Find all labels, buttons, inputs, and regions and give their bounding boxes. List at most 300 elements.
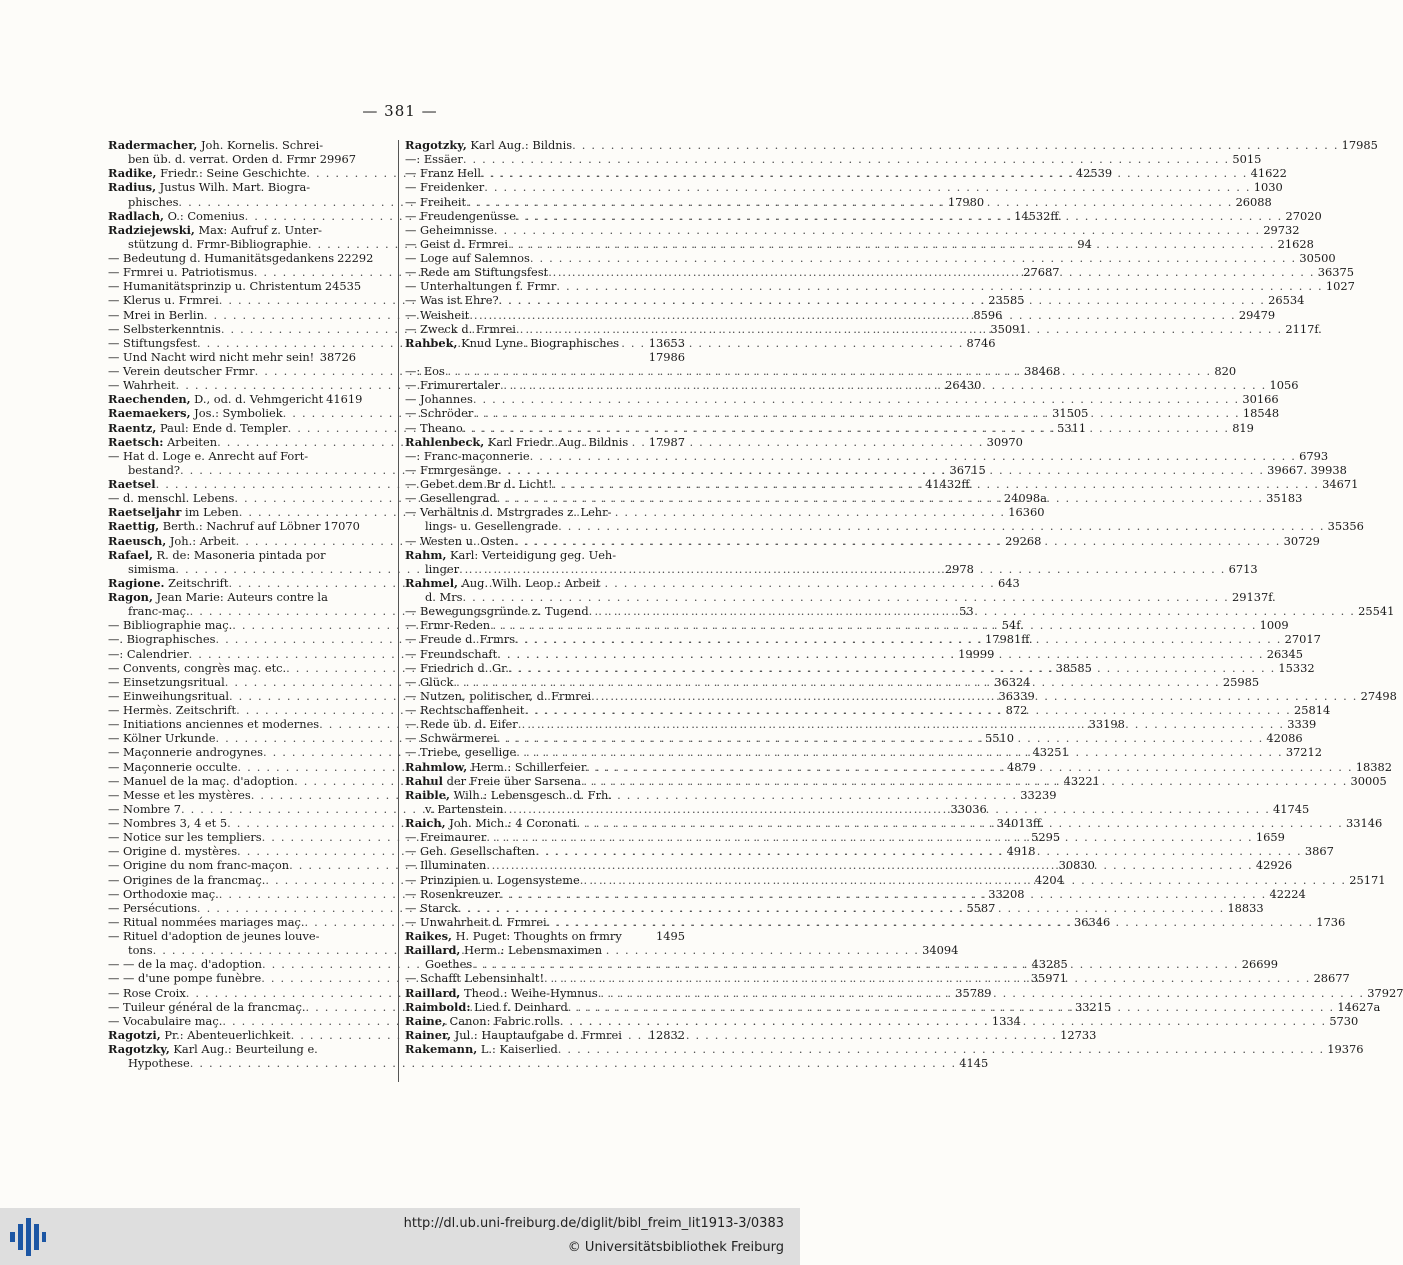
- entry-text: — Friedrich d. Gr.: [405, 660, 509, 675]
- entry-text: Max: Aufruf z. Unter-: [194, 222, 323, 237]
- entry-text: — Freudengenüsse: [405, 208, 516, 223]
- entry-text: Karl Aug.: Bildnis: [466, 138, 573, 152]
- entry-heading: Rakemann,: [405, 1042, 478, 1056]
- entry-number: 42926: [1255, 858, 1293, 873]
- entry-number: 41619: [326, 392, 363, 407]
- entry-heading: Ragotzi,: [108, 1027, 161, 1042]
- dot-leader: [459, 562, 1226, 576]
- entry-line: [405, 788, 685, 802]
- entry-number: 54f.: [1001, 618, 1024, 633]
- entry-number: 12832: [648, 1027, 685, 1042]
- entry-line: [108, 350, 356, 364]
- entry-text: — Bedeutung d. Humanitätsgedankens: [108, 251, 335, 265]
- dot-leader: [515, 632, 1282, 646]
- entry-text: Karl: Verteidigung geg. Ueh-: [446, 547, 617, 562]
- dot-leader: [514, 534, 1281, 548]
- entry-text: — Und Nacht wird nicht mehr sein!: [108, 349, 315, 364]
- entry-heading: Radlach,: [108, 208, 164, 223]
- entry-text: —: Calendrier: [108, 646, 189, 661]
- entry-number: 14532ff.: [1014, 208, 1062, 223]
- entry-text: Wilh.: Lebensgesch. d. Frh.: [449, 787, 612, 802]
- entry-line: [108, 279, 362, 294]
- entry-heading: Rainer,: [405, 1027, 452, 1042]
- entry-line: [405, 251, 1336, 265]
- entry-text: Knud Lyne. Biographisches: [457, 335, 620, 350]
- index-entry: [108, 251, 374, 265]
- entry-text: Herm.: Lebensmaximen: [460, 943, 603, 958]
- entry-text: — Origines de la francmaç.: [108, 872, 266, 887]
- dot-leader: [190, 1056, 957, 1070]
- entry-text: — d. menschl. Lebens: [108, 491, 235, 506]
- entry-number: 27687: [1023, 265, 1060, 280]
- entry-number: 24535: [324, 279, 362, 294]
- entry-heading: Radziejewski,: [108, 222, 195, 237]
- entry-text: — Prinzipien u. Logensysteme: [405, 872, 580, 887]
- entry-heading: Raine,: [405, 1013, 446, 1028]
- entry-number: 1030: [1253, 180, 1283, 195]
- entry-text: — Frimurertaler: [405, 378, 500, 393]
- entry-number: 6793: [1299, 448, 1329, 463]
- dot-leader: [463, 590, 1230, 604]
- entry-text: Lied f. Deinhard: [470, 999, 568, 1014]
- entry-text: — Verein deutscher Frmr: [108, 364, 255, 378]
- entry-number: 25541: [1358, 604, 1395, 619]
- index-entry: [405, 251, 1336, 265]
- entry-number: 29137f.: [1232, 590, 1276, 604]
- entry-line: [108, 1042, 356, 1056]
- entry-number: 35183: [1266, 491, 1303, 506]
- entry-text: — — d'une pompe funèbre: [108, 971, 262, 986]
- entry-number: 5587: [966, 900, 996, 915]
- entry-text: — Rede üb. d. Eifer: [405, 717, 518, 732]
- index-entry: [405, 279, 1355, 294]
- entry-text: — Messe et les mystères: [108, 787, 251, 802]
- entry-number: 30970: [986, 434, 1023, 449]
- entry-line: [405, 1028, 685, 1042]
- entry-number: 14627a: [1337, 999, 1381, 1014]
- entry-text: Pr.: Abenteuerlichkeit: [160, 1027, 291, 1042]
- dot-leader: [530, 449, 1297, 463]
- entry-line: [108, 929, 356, 943]
- entry-heading: Rahmel,: [405, 575, 458, 590]
- entry-number: 2117f.: [1285, 321, 1322, 336]
- entry-number: 42539: [1075, 166, 1113, 181]
- entry-text: — Frmrgesänge: [405, 462, 498, 477]
- entry-number: 17987: [648, 434, 685, 449]
- entry-number: 24098a: [1003, 491, 1047, 506]
- column-divider: [398, 140, 399, 1082]
- entry-number: 26699: [1241, 957, 1278, 972]
- entry-number: 8746: [966, 335, 996, 350]
- dot-leader: [469, 308, 1236, 322]
- entry-text: — Freidenker: [405, 180, 485, 195]
- index-entry: [405, 392, 1279, 407]
- entry-number: 17985: [1341, 138, 1378, 152]
- entry-number: 17986: [648, 349, 685, 364]
- entry-number: 34671: [1322, 477, 1359, 491]
- entry-heading: Radermacher,: [108, 138, 198, 152]
- entry-text: — Ritual nommées mariages maç.: [108, 914, 305, 929]
- entry-heading: Rahul: [405, 773, 443, 788]
- entry-text: — Loge auf Salemnos: [405, 251, 530, 265]
- entry-number: 5015: [1232, 152, 1262, 167]
- entry-number: 29967: [319, 152, 356, 167]
- entry-text: — Glück: [405, 674, 454, 689]
- entry-number: 30500: [1299, 251, 1336, 265]
- dot-leader: [497, 491, 1264, 505]
- entry-number: 29479: [1238, 307, 1276, 322]
- entry-text: — Nombre 7: [108, 801, 181, 816]
- entry-continuation-line: [405, 350, 685, 364]
- entry-text: — Freiheit: [405, 194, 467, 209]
- dot-leader: [445, 364, 1212, 378]
- entry-text: — Tuileur général de la francmaç.: [108, 999, 306, 1014]
- entry-heading: Radius,: [108, 180, 157, 195]
- entry-number: 29732: [1263, 222, 1300, 237]
- entry-heading: Ragione.: [108, 575, 165, 590]
- entry-number: 43285: [1031, 957, 1068, 972]
- entry-text: v. Partenstein: [425, 801, 504, 816]
- entry-number: 43251: [1032, 745, 1069, 760]
- entry-text: — Schröder: [405, 406, 474, 421]
- entry-text: — Starck: [405, 900, 458, 915]
- entry-number: 36339: [998, 688, 1035, 703]
- entry-number: 13653: [648, 335, 685, 350]
- entry-continuation-line: [405, 590, 1276, 604]
- entry-number: 1027: [1325, 279, 1355, 294]
- entry-number: 37212: [1285, 745, 1323, 760]
- entry-heading: Raettig,: [108, 519, 160, 534]
- entry-number: 2978: [944, 561, 974, 576]
- entry-line: [405, 576, 685, 590]
- entry-text: — Schwärmerei: [405, 731, 497, 746]
- entry-number: 1736: [1316, 914, 1346, 929]
- dot-leader: [572, 138, 1339, 152]
- entry-heading: Rahbek,: [405, 335, 458, 350]
- entry-heading: Raetsch:: [108, 434, 164, 449]
- dot-leader: [547, 915, 1314, 929]
- dot-leader: [490, 618, 1257, 632]
- index-entry: [405, 929, 685, 943]
- entry-line: [108, 251, 374, 265]
- dot-leader: [500, 887, 1267, 901]
- entry-number: 42086: [1266, 731, 1303, 746]
- entry-text: — — de la maç. d'adoption: [108, 957, 263, 972]
- entry-text: —: Franc-maçonnerie: [405, 448, 530, 463]
- entry-number: 41745: [1273, 801, 1310, 816]
- entry-text: —: Essäer: [405, 152, 463, 167]
- entry-number: 30166: [1242, 392, 1279, 407]
- entry-number: 41622: [1250, 166, 1287, 181]
- entry-heading: Raimbold:: [405, 999, 471, 1014]
- entry-number: 27498: [1360, 688, 1397, 703]
- entry-text: — Einweihungsritual: [108, 688, 230, 703]
- entry-text: — Rosenkreuzer: [405, 886, 500, 901]
- entry-text: — Rituel d'adoption de jeunes louve-: [108, 929, 320, 943]
- index-entry: [405, 138, 1378, 152]
- dot-leader: [504, 802, 1271, 816]
- entry-text: — Klerus u. Frmrei: [108, 293, 219, 308]
- entry-text: — Illuminaten: [405, 858, 487, 873]
- dot-leader: [589, 604, 1356, 618]
- entry-continuation-line: [108, 152, 356, 166]
- dot-leader: [591, 689, 1358, 703]
- entry-number: 3339: [1287, 717, 1317, 732]
- permalink[interactable]: http://dl.ub.uni-freiburg.de/diglit/bibl_freim_lit1913-3/0383: [403, 1216, 784, 1231]
- entry-text: — Unterhaltungen f. Frmr: [405, 279, 557, 294]
- dot-leader: [544, 971, 1311, 985]
- entry-number: 39667. 39938: [1267, 462, 1347, 477]
- entry-number: 38468: [1024, 364, 1061, 378]
- entry-text: — Geist d. Frmrei: [405, 236, 509, 251]
- entry-heading: Rahm,: [405, 547, 447, 562]
- entry-text: O.: Comenius: [163, 208, 245, 223]
- index-entry: [405, 336, 685, 364]
- dot-leader: [516, 209, 1283, 223]
- entry-text: Joh. Kornelis. Schrei-: [197, 138, 324, 152]
- entry-heading: Rahmlow,: [405, 759, 468, 774]
- entry-number: 42224: [1269, 886, 1306, 901]
- entry-text: — Frmr-Reden: [405, 618, 491, 633]
- entry-heading: Ragotzky,: [405, 138, 467, 152]
- entry-text: — Mrei in Berlin: [108, 307, 204, 322]
- entry-number: 819: [1232, 420, 1254, 435]
- index-entry: [405, 1028, 685, 1042]
- entry-text: D., od. d. Vehmgericht: [190, 392, 324, 407]
- dot-leader: [458, 901, 1225, 915]
- entry-number: 21628: [1277, 236, 1314, 251]
- entry-number: 5311: [1057, 420, 1087, 435]
- entry-heading: Raetseljahr: [108, 505, 182, 520]
- entry-text: stützung d. Frmr-Bibliographie: [128, 236, 308, 251]
- dot-leader: [518, 717, 1285, 731]
- entry-text: — Franz Hell: [405, 166, 482, 181]
- entry-text: — Theano: [405, 420, 463, 435]
- entry-heading: Raemaekers,: [108, 406, 191, 421]
- entry-text: Joh.: Arbeit: [166, 533, 236, 548]
- entry-number: 17981ff.: [984, 632, 1033, 647]
- entry-number: 26345: [1266, 646, 1303, 661]
- entry-heading: Raentz,: [108, 420, 157, 435]
- entry-text: — Kölner Urkunde: [108, 731, 216, 746]
- entry-number: 4918: [1006, 844, 1036, 859]
- entry-number: 25814: [1293, 703, 1331, 717]
- entry-text: —. Biographisches: [108, 632, 216, 647]
- copyright-notice: © Universitätsbibliothek Freiburg: [567, 1240, 784, 1255]
- entry-number: 41432ff.: [925, 477, 973, 491]
- entry-number: 37927: [1367, 985, 1403, 1000]
- entry-text: — Maçonnerie occulte: [108, 759, 238, 774]
- dot-leader: [558, 1042, 1325, 1056]
- entry-number: 25171: [1349, 872, 1386, 887]
- entry-number: 1659: [1255, 830, 1285, 845]
- entry-text: bestand?: [128, 462, 180, 477]
- dot-leader: [516, 745, 1283, 759]
- entry-number: 43221: [1063, 773, 1100, 788]
- entry-heading: Rafael,: [108, 547, 153, 562]
- dot-leader: [453, 675, 1220, 689]
- entry-text: — Origine du nom franc-maçon: [108, 858, 290, 873]
- dot-leader: [494, 223, 1261, 237]
- dot-leader: [484, 180, 1251, 194]
- entry-heading: Raetsel: [108, 477, 156, 491]
- dot-leader: [558, 519, 1325, 533]
- entry-number: 19376: [1327, 1042, 1364, 1056]
- dot-leader: [580, 873, 1347, 887]
- index-entry: [405, 222, 1300, 237]
- entry-number: 8596: [973, 307, 1003, 322]
- entry-text: H. Puget: Thoughts on frmry: [451, 929, 622, 943]
- entry-number: 1495: [656, 929, 685, 943]
- entry-text: — Gebet dem Br d. Licht!: [405, 477, 553, 491]
- entry-text: Karl Friedr. Aug. Bildnis: [484, 434, 629, 449]
- entry-number: 36346: [1074, 914, 1111, 929]
- dot-leader: [472, 957, 1239, 971]
- entry-number: 53: [959, 604, 974, 619]
- viewer-footer: [0, 1208, 800, 1265]
- entry-number: 33146: [1345, 816, 1383, 830]
- page-number: — 381 —: [362, 102, 438, 120]
- entry-number: 5730: [1329, 1013, 1359, 1028]
- entry-number: 35091: [990, 321, 1027, 336]
- entry-line: [108, 223, 356, 237]
- entry-text: — Weisheit: [405, 307, 470, 322]
- dot-leader: [560, 1014, 1327, 1028]
- entry-text: Berth.: Nachruf auf Löbner: [159, 519, 321, 534]
- entry-line: [108, 138, 356, 152]
- entry-heading: Raillard,: [405, 943, 461, 958]
- entry-number: 872: [1005, 703, 1028, 717]
- entry-text: Justus Wilh. Mart. Biogra-: [156, 180, 311, 195]
- dot-leader: [553, 477, 1320, 491]
- entry-line: [405, 943, 685, 957]
- entry-text: linger: [425, 561, 460, 576]
- entry-heading: Rahlenbeck,: [405, 434, 485, 449]
- entry-number: 28677: [1313, 971, 1350, 986]
- entry-number: 38585: [1055, 660, 1092, 675]
- entry-number: 1009: [1259, 618, 1289, 633]
- index-entry: [108, 519, 360, 534]
- dot-leader: [509, 661, 1276, 675]
- dot-leader: [508, 237, 1275, 251]
- entry-text: — Freundschaft: [405, 646, 498, 661]
- entry-number: 36715: [949, 462, 986, 477]
- entry-line: [405, 336, 685, 350]
- entry-text: — Unwahrheit d. Frmrei: [405, 914, 547, 929]
- entry-number: 26534: [1268, 293, 1305, 308]
- entry-number: 18548: [1242, 406, 1280, 421]
- entry-number: 4204: [1034, 872, 1064, 887]
- entry-text: im Leben: [181, 505, 239, 520]
- dot-leader: [556, 279, 1323, 293]
- entry-line: [405, 929, 685, 943]
- entry-text: Zeitschrift: [164, 575, 229, 590]
- entry-text: — Was ist Ehre?: [405, 293, 499, 308]
- entry-text: — Convents, congrès maç. etc.: [108, 660, 287, 675]
- dot-leader: [486, 830, 1253, 844]
- entry-text: — Initiations anciennes et modernes: [108, 717, 320, 732]
- dot-leader: [473, 406, 1240, 420]
- index-entry: [108, 392, 363, 407]
- entry-text: — Bibliographie maç.: [108, 618, 233, 633]
- entry-text: — Johannes: [405, 392, 473, 407]
- dot-leader: [500, 378, 1267, 392]
- entry-number: 30830: [1058, 858, 1095, 873]
- entry-line: [108, 449, 356, 463]
- entry-continuation-line: [108, 1056, 989, 1071]
- entry-text: — Verhältnis d. Mstrgrades z. Lehr-: [405, 505, 612, 520]
- entry-line: [405, 392, 1279, 407]
- dot-leader: [463, 421, 1230, 435]
- dot-leader: [548, 265, 1315, 279]
- entry-text: Canon: Fabric rolls: [445, 1013, 560, 1028]
- entry-line: [405, 279, 1355, 294]
- entry-number: 35971: [1030, 971, 1067, 986]
- entry-text: — Triebe, gesellige: [405, 745, 517, 760]
- entry-text: Paul: Ende d. Templer: [156, 420, 288, 435]
- entry-text: franc-maç.: [128, 604, 190, 619]
- entry-heading: Raechenden,: [108, 392, 191, 407]
- index-entry: [405, 435, 685, 449]
- entry-line: [108, 519, 360, 534]
- entry-number: 16360: [1008, 505, 1045, 520]
- entry-text: — Maçonnerie androgynes: [108, 745, 263, 760]
- entry-text: tons: [128, 943, 153, 958]
- dot-leader: [530, 251, 1297, 265]
- entry-text: Hypothese: [128, 1056, 190, 1071]
- entry-number: 15332: [1278, 660, 1315, 675]
- entry-line: [405, 435, 685, 449]
- entry-number: 26430: [945, 378, 982, 393]
- entry-text: — Stiftungsfest: [108, 335, 198, 350]
- index-entry: [405, 448, 1329, 463]
- entry-text: — Frmrei u. Patriotismus: [108, 265, 254, 280]
- entry-text: —: Eos: [405, 364, 445, 378]
- entry-text: — Geh. Gesellschaften: [405, 844, 536, 859]
- entry-number: 27017: [1284, 632, 1321, 647]
- entry-text: Karl Aug.: Beurteilung e.: [169, 1042, 318, 1056]
- entry-heading: Ragon,: [108, 590, 153, 604]
- index-entry: [108, 138, 356, 166]
- entry-text: — Westen u. Osten: [405, 533, 515, 548]
- entry-text: — Freude d. Frmrs: [405, 632, 516, 647]
- entry-text: Theod.: Weihe-Hymnus: [460, 985, 598, 1000]
- entry-line: [405, 152, 1262, 167]
- entry-number: 1334: [991, 1013, 1021, 1028]
- entry-number: 33208: [988, 886, 1025, 901]
- entry-heading: Raeusch,: [108, 533, 167, 548]
- entry-text: — Vocabulaire maç.: [108, 1013, 223, 1028]
- entry-number: 6713: [1228, 561, 1258, 576]
- dot-leader: [497, 647, 1264, 661]
- entry-text: phisches: [128, 194, 179, 209]
- entry-text: der Freie über Sarsena: [443, 773, 582, 788]
- entry-text: — Rechtschaffenheit: [405, 703, 525, 717]
- entry-line: [405, 222, 1300, 237]
- dot-leader: [499, 293, 1266, 307]
- entry-number: 22292: [337, 251, 374, 265]
- entry-text: Jos.: Symboliek: [190, 406, 283, 421]
- entry-number: 33198: [1088, 717, 1125, 732]
- entry-line: [405, 180, 1283, 195]
- entry-number: 5510: [985, 731, 1015, 746]
- entry-line: [108, 180, 356, 194]
- entry-number: 38726: [319, 349, 356, 364]
- dot-leader: [568, 1000, 1335, 1014]
- entry-text: Aug. Wilh. Leop.: Arbeit: [457, 575, 601, 590]
- entry-number: 30729: [1283, 533, 1320, 548]
- index-entry: [405, 152, 1262, 167]
